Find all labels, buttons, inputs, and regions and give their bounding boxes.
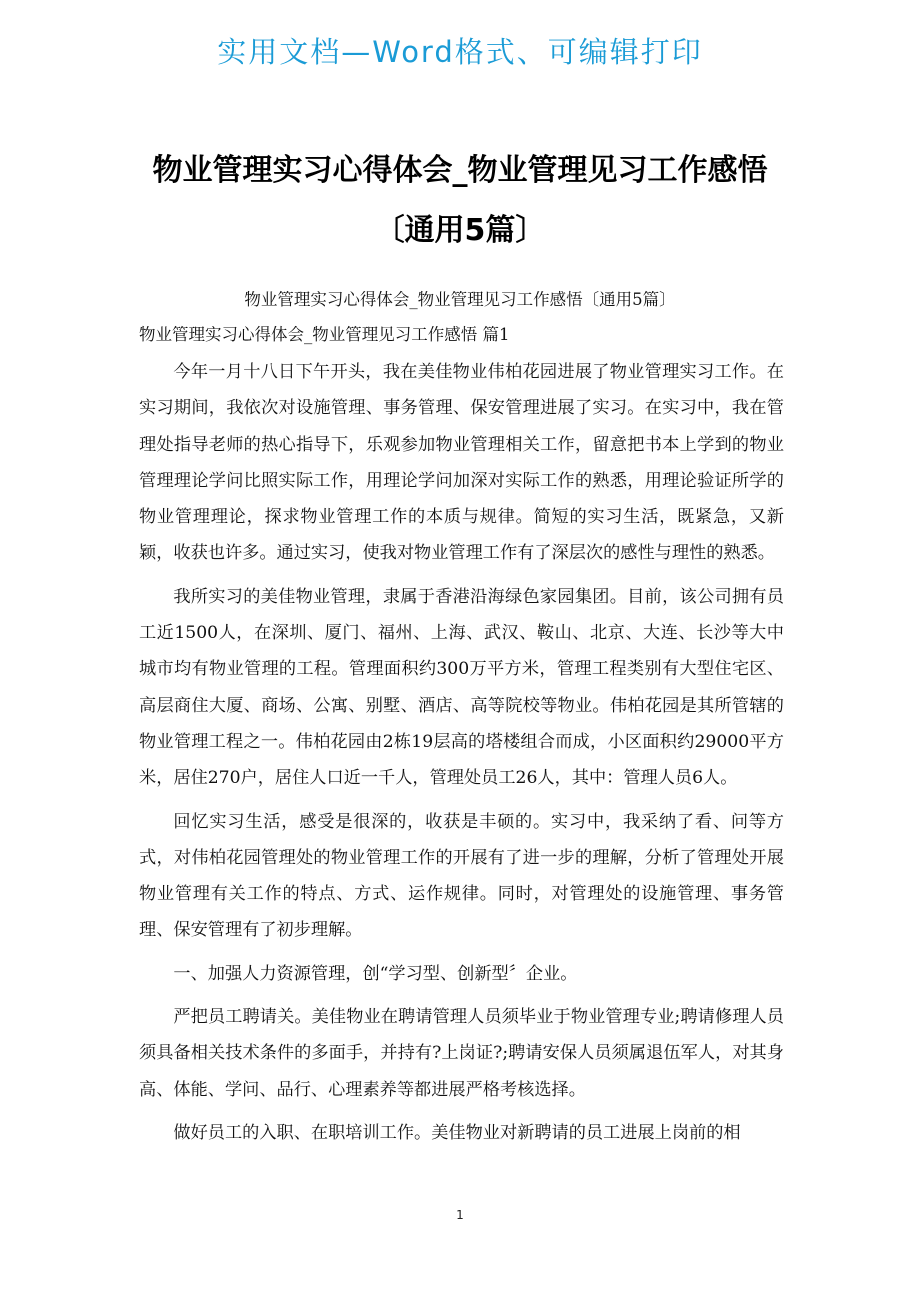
paragraph: 回忆实习生活，感受是很深的，收获是丰硕的。实习中，我采纳了看、问等方式，对伟柏花园管理处的物业管理工作的开展有了进一步的理解，分析了管理处开展物业管理有关工作的特点、方式、运作规律。同时，对管理处的设施管理、事务管理、保安管理有了初步理解。 (139, 811, 784, 941)
paragraph: 严把员工聘请关。美佳物业在聘请管理人员须毕业于物业管理专业;聘请修理人员须具备相关技术条件的多面手，并持有?上岗证?;聘请安保人员须属退伍军人，对其身高、体能、学问、品行、心理素养等都进展严格考核选择。 (139, 1007, 784, 1100)
document-banner: 实用文档—Word格式、可编辑打印 (217, 35, 703, 69)
document-title-line2: 〔通用5篇〕 (374, 213, 546, 248)
paragraph: 做好员工的入职、在职培训工作。美佳物业对新聘请的员工进展上岗前的相 (173, 1122, 741, 1143)
document-body (139, 354, 784, 1158)
section-heading: 物业管理实习心得体会_物业管理见习工作感悟 篇1 (139, 325, 510, 344)
paragraph: 我所实习的美佳物业管理，隶属于香港沿海绿色家园集团。目前，该公司拥有员工近1500人，在深圳、厦门、福州、上海、武汉、鞍山、北京、大连、长沙等大中城市均有物业管理的工程。管理面积约300万平方米，管理工程类别有大型住宅区、高层商住大厦、商场、公寓、别墅、酒店、高等院校等物业。伟柏花园是其所管辖的物业管理工程之一。伟柏花园由2栋19层高的塔楼组合而成，小区面积约29000平方米，居住270户，居住人口近一千人，管理处员工26人，其中：管理人员6人。 (139, 586, 784, 789)
document-title-line1: 物业管理实习心得体会_物业管理见习工作感悟 (152, 153, 768, 188)
paragraph: 一、加强人力资源管理，创“学习型、创新型〞企业。 (173, 963, 578, 984)
page-number: 1 (456, 1208, 464, 1222)
document-subtitle: 物业管理实习心得体会_物业管理见习工作感悟〔通用5篇〕 (244, 290, 676, 309)
paragraph: 今年一月十八日下午开头，我在美佳物业伟柏花园进展了物业管理实习工作。在实习期间，我依次对设施管理、事务管理、保安管理进展了实习。在实习中，我在管理处指导老师的热心指导下，乐观参加物业管理相关工作，留意把书本上学到的物业管理理论学问比照实际工作，用理论学问加深对实际工作的熟悉，用理论验证所学的物业管理理论，探求物业管理工作的本质与规律。简短的实习生活，既紧急，又新颖，收获也许多。通过实习，使我对物业管理工作有了深层次的感性与理性的熟悉。 (139, 362, 784, 564)
